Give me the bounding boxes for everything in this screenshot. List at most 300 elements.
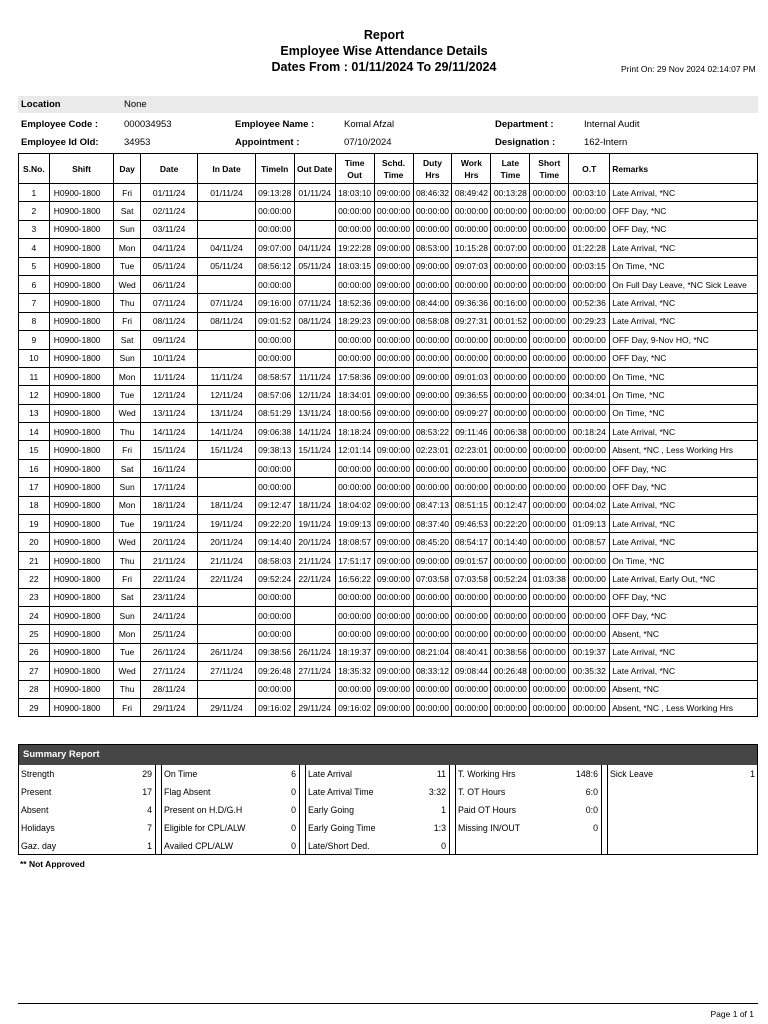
column-header: Short Time xyxy=(530,154,569,184)
summary-value: 0 xyxy=(291,823,296,833)
table-cell: 00:00:00 xyxy=(491,588,530,606)
table-cell: 19:09:13 xyxy=(335,515,374,533)
summary-label: Sick Leave xyxy=(610,769,654,779)
summary-value: 148:6 xyxy=(575,769,598,779)
location-value: None xyxy=(124,99,147,110)
table-cell: 07:03:58 xyxy=(413,570,452,588)
summary-item xyxy=(456,819,601,837)
table-cell: 08:44:00 xyxy=(413,294,452,312)
table-cell: 25/11/24 xyxy=(140,625,197,643)
table-cell: 26/11/24 xyxy=(140,643,197,661)
table-cell: H0900-1800 xyxy=(49,606,114,624)
table-cell: 05/11/24 xyxy=(294,257,335,275)
not-approved-note: ** Not Approved xyxy=(20,859,85,869)
table-cell: 08:49:42 xyxy=(452,184,491,202)
table-cell: 00:00:00 xyxy=(452,349,491,367)
table-cell: 00:00:00 xyxy=(255,478,294,496)
employee-code-value: 000034953 xyxy=(124,119,172,130)
column-header: In Date xyxy=(198,154,255,184)
table-cell: 07/11/24 xyxy=(198,294,255,312)
table-cell: Late Arrival, *NC xyxy=(610,533,758,551)
table-cell: 00:00:00 xyxy=(374,220,413,238)
designation-value: 162-Intern xyxy=(584,137,628,148)
table-cell: 07/11/24 xyxy=(294,294,335,312)
table-row xyxy=(19,239,758,257)
table-cell: 5 xyxy=(19,257,50,275)
table-cell xyxy=(294,625,335,643)
table-cell: 00:00:00 xyxy=(255,275,294,293)
table-cell: 18:29:23 xyxy=(335,312,374,330)
summary-value: 29 xyxy=(142,769,152,779)
table-cell: 16/11/24 xyxy=(140,459,197,477)
table-cell xyxy=(198,275,255,293)
summary-column xyxy=(305,765,450,855)
table-cell: 00:00:00 xyxy=(452,202,491,220)
table-cell: 00:00:00 xyxy=(335,588,374,606)
table-cell: H0900-1800 xyxy=(49,643,114,661)
table-row xyxy=(19,404,758,422)
summary-label: Flag Absent xyxy=(164,787,211,797)
report-dates: Dates From : 01/11/2024 To 29/11/2024 xyxy=(271,60,497,74)
table-cell: 00:00:00 xyxy=(530,478,569,496)
table-cell: Mon xyxy=(114,239,141,257)
table-cell: 08:51:29 xyxy=(255,404,294,422)
column-header: Schd. Time xyxy=(374,154,413,184)
table-cell: 29/11/24 xyxy=(198,698,255,716)
table-cell: 00:22:20 xyxy=(491,515,530,533)
table-cell: 00:00:00 xyxy=(569,606,610,624)
table-cell: Wed xyxy=(114,533,141,551)
summary-label: Eligible for CPL/ALW xyxy=(164,823,246,833)
table-cell: H0900-1800 xyxy=(49,386,114,404)
table-cell: 10 xyxy=(19,349,50,367)
table-cell: 00:00:00 xyxy=(335,220,374,238)
table-cell: 00:00:00 xyxy=(569,202,610,220)
table-cell: Absent, *NC , Less Working Hrs xyxy=(610,698,758,716)
table-cell xyxy=(294,588,335,606)
table-cell: 00:00:00 xyxy=(530,367,569,385)
table-cell: 00:00:00 xyxy=(255,459,294,477)
table-cell: 3 xyxy=(19,220,50,238)
table-cell: 00:00:00 xyxy=(530,698,569,716)
table-cell: 00:00:00 xyxy=(569,625,610,643)
table-cell: 00:04:02 xyxy=(569,496,610,514)
table-cell: 00:00:00 xyxy=(491,625,530,643)
summary-label: T. OT Hours xyxy=(458,787,506,797)
table-cell: 14/11/24 xyxy=(294,423,335,441)
table-cell: 00:00:00 xyxy=(374,349,413,367)
table-cell: 00:00:00 xyxy=(530,331,569,349)
summary-item xyxy=(162,837,299,855)
table-cell: 00:00:00 xyxy=(452,698,491,716)
summary-report xyxy=(18,744,758,855)
table-row xyxy=(19,459,758,477)
table-row xyxy=(19,312,758,330)
table-cell: 00:00:00 xyxy=(491,404,530,422)
table-cell: 09:22:20 xyxy=(255,515,294,533)
table-cell: 7 xyxy=(19,294,50,312)
table-cell: 13/11/24 xyxy=(198,404,255,422)
summary-value: 0 xyxy=(291,805,296,815)
table-cell: 07/11/24 xyxy=(140,294,197,312)
table-cell: 18:34:01 xyxy=(335,386,374,404)
table-cell: 09:26:48 xyxy=(255,662,294,680)
table-cell: 09:00:00 xyxy=(374,662,413,680)
table-cell: 04/11/24 xyxy=(140,239,197,257)
table-cell: 00:00:00 xyxy=(530,220,569,238)
table-cell xyxy=(198,202,255,220)
table-cell: 18/11/24 xyxy=(140,496,197,514)
table-cell: 20/11/24 xyxy=(198,533,255,551)
table-cell: 29/11/24 xyxy=(140,698,197,716)
table-cell: 00:00:00 xyxy=(491,220,530,238)
table-cell xyxy=(198,606,255,624)
summary-label: Holidays xyxy=(21,823,55,833)
table-cell: 00:00:00 xyxy=(569,349,610,367)
table-cell: On Time, *NC xyxy=(610,386,758,404)
summary-value: 0 xyxy=(291,841,296,851)
summary-label: Early Going Time xyxy=(308,823,376,833)
table-cell: H0900-1800 xyxy=(49,404,114,422)
table-cell xyxy=(294,331,335,349)
location-row xyxy=(18,96,758,113)
table-cell: 00:00:00 xyxy=(530,202,569,220)
table-cell: Sun xyxy=(114,220,141,238)
table-cell: 01:09:13 xyxy=(569,515,610,533)
table-row xyxy=(19,662,758,680)
table-cell: 11 xyxy=(19,367,50,385)
summary-item xyxy=(162,819,299,837)
summary-value: 4 xyxy=(147,805,152,815)
summary-item xyxy=(306,837,449,855)
summary-value: 7 xyxy=(147,823,152,833)
summary-value: 1:3 xyxy=(433,823,446,833)
table-cell: H0900-1800 xyxy=(49,588,114,606)
table-cell: 00:00:00 xyxy=(569,331,610,349)
summary-label: T. Working Hrs xyxy=(458,769,516,779)
table-cell: 00:00:00 xyxy=(491,698,530,716)
summary-item xyxy=(19,801,155,819)
summary-item xyxy=(19,819,155,837)
summary-value: 0 xyxy=(441,841,446,851)
table-cell: Sat xyxy=(114,588,141,606)
attendance-table xyxy=(18,153,758,717)
table-cell xyxy=(294,606,335,624)
table-cell: 00:00:00 xyxy=(491,478,530,496)
table-cell: Late Arrival, *NC xyxy=(610,184,758,202)
table-cell: 09:11:46 xyxy=(452,423,491,441)
table-cell: 00:00:00 xyxy=(413,625,452,643)
table-cell: 00:00:00 xyxy=(335,275,374,293)
table-cell: 25 xyxy=(19,625,50,643)
column-header: Duty Hrs xyxy=(413,154,452,184)
table-cell: 18/11/24 xyxy=(198,496,255,514)
table-cell: 00:00:00 xyxy=(530,625,569,643)
table-cell: 00:00:00 xyxy=(491,680,530,698)
summary-value: 0 xyxy=(291,787,296,797)
table-cell: 00:00:00 xyxy=(413,275,452,293)
table-cell xyxy=(198,588,255,606)
table-cell: 00:00:00 xyxy=(374,459,413,477)
table-cell: 27/11/24 xyxy=(294,662,335,680)
table-cell: 09:06:38 xyxy=(255,423,294,441)
table-cell: 08:53:22 xyxy=(413,423,452,441)
report-title: Report xyxy=(363,28,405,42)
table-cell: 09:00:00 xyxy=(413,386,452,404)
table-cell: Tue xyxy=(114,643,141,661)
table-cell: 01/11/24 xyxy=(198,184,255,202)
table-row xyxy=(19,588,758,606)
table-cell: 18:08:57 xyxy=(335,533,374,551)
table-cell: 00:00:00 xyxy=(569,478,610,496)
table-cell: 12/11/24 xyxy=(140,386,197,404)
table-cell: 18:35:32 xyxy=(335,662,374,680)
table-cell: Sun xyxy=(114,606,141,624)
table-cell: 05/11/24 xyxy=(198,257,255,275)
summary-value: 1 xyxy=(147,841,152,851)
table-cell: 18:52:36 xyxy=(335,294,374,312)
table-cell: 22/11/24 xyxy=(198,570,255,588)
table-cell: 00:00:00 xyxy=(452,680,491,698)
table-cell: 09:07:03 xyxy=(452,257,491,275)
table-cell: 09:16:02 xyxy=(255,698,294,716)
table-cell: H0900-1800 xyxy=(49,423,114,441)
table-cell: 17/11/24 xyxy=(140,478,197,496)
table-cell: H0900-1800 xyxy=(49,570,114,588)
table-cell: 14/11/24 xyxy=(140,423,197,441)
table-cell: 00:00:00 xyxy=(491,275,530,293)
table-cell xyxy=(294,202,335,220)
table-cell: 09:00:00 xyxy=(413,367,452,385)
table-row xyxy=(19,441,758,459)
table-cell: 18:18:24 xyxy=(335,423,374,441)
table-cell: 08:46:32 xyxy=(413,184,452,202)
table-cell: H0900-1800 xyxy=(49,551,114,569)
table-cell: 00:00:00 xyxy=(569,570,610,588)
table-cell xyxy=(198,478,255,496)
footer-divider xyxy=(18,1003,758,1004)
table-cell: 00:00:00 xyxy=(530,533,569,551)
table-cell: 9 xyxy=(19,331,50,349)
table-cell: 18:03:15 xyxy=(335,257,374,275)
table-cell: 09:52:24 xyxy=(255,570,294,588)
table-cell: 00:00:00 xyxy=(569,588,610,606)
table-cell: 00:00:00 xyxy=(374,478,413,496)
appointment-value: 07/10/2024 xyxy=(344,137,392,148)
table-cell: 08/11/24 xyxy=(294,312,335,330)
table-cell: 09:38:13 xyxy=(255,441,294,459)
table-cell: 00:00:00 xyxy=(335,202,374,220)
table-cell: 00:00:00 xyxy=(530,551,569,569)
table-cell: 15/11/24 xyxy=(140,441,197,459)
table-cell: 09:36:36 xyxy=(452,294,491,312)
table-cell: 08:37:40 xyxy=(413,515,452,533)
table-cell: 09:07:00 xyxy=(255,239,294,257)
page-number: Page 1 of 1 xyxy=(710,1009,754,1019)
table-cell: Mon xyxy=(114,496,141,514)
table-cell: 00:00:00 xyxy=(452,625,491,643)
table-cell: 01/11/24 xyxy=(140,184,197,202)
table-cell: Mon xyxy=(114,625,141,643)
table-cell: 00:00:00 xyxy=(530,423,569,441)
column-header: S.No. xyxy=(19,154,50,184)
table-cell: 09:00:00 xyxy=(374,496,413,514)
summary-item xyxy=(19,783,155,801)
table-cell: H0900-1800 xyxy=(49,662,114,680)
table-cell: 00:29:23 xyxy=(569,312,610,330)
table-cell: 00:34:01 xyxy=(569,386,610,404)
table-cell: 08:58:57 xyxy=(255,367,294,385)
table-cell: 00:26:48 xyxy=(491,662,530,680)
table-cell: 00:00:00 xyxy=(413,680,452,698)
table-cell: 08:40:41 xyxy=(452,643,491,661)
summary-item xyxy=(456,801,601,819)
table-cell: H0900-1800 xyxy=(49,459,114,477)
table-cell: Mon xyxy=(114,367,141,385)
summary-label: On Time xyxy=(164,769,198,779)
table-cell: 09:16:00 xyxy=(255,294,294,312)
table-cell: 00:13:28 xyxy=(491,184,530,202)
table-cell: 02:23:01 xyxy=(413,441,452,459)
table-cell: 00:00:00 xyxy=(255,680,294,698)
table-cell: 09:00:00 xyxy=(374,533,413,551)
table-cell: On Time, *NC xyxy=(610,404,758,422)
table-cell: 19/11/24 xyxy=(140,515,197,533)
table-cell: OFF Day, *NC xyxy=(610,349,758,367)
column-header: Date xyxy=(140,154,197,184)
table-cell: Late Arrival, *NC xyxy=(610,294,758,312)
table-cell: 00:00:00 xyxy=(530,441,569,459)
table-cell: Wed xyxy=(114,662,141,680)
table-cell: 09:01:57 xyxy=(452,551,491,569)
table-cell: 08:21:04 xyxy=(413,643,452,661)
table-cell: Thu xyxy=(114,423,141,441)
employee-id-old-label: Employee Id Old: xyxy=(21,137,99,148)
table-cell: 08/11/24 xyxy=(198,312,255,330)
table-cell: H0900-1800 xyxy=(49,239,114,257)
table-cell: H0900-1800 xyxy=(49,294,114,312)
table-cell: 00:08:57 xyxy=(569,533,610,551)
table-cell: OFF Day, *NC xyxy=(610,588,758,606)
table-row xyxy=(19,367,758,385)
table-cell: 09:08:44 xyxy=(452,662,491,680)
table-cell: 00:00:00 xyxy=(491,386,530,404)
table-cell: 00:00:00 xyxy=(335,349,374,367)
table-cell: 14/11/24 xyxy=(198,423,255,441)
department-value: Internal Audit xyxy=(584,119,640,130)
table-cell: 21/11/24 xyxy=(140,551,197,569)
table-cell: OFF Day, *NC xyxy=(610,478,758,496)
table-cell: 18:19:37 xyxy=(335,643,374,661)
table-cell: Sat xyxy=(114,202,141,220)
table-cell: 00:00:00 xyxy=(452,275,491,293)
table-cell: 00:00:00 xyxy=(452,478,491,496)
table-cell: 00:00:00 xyxy=(569,367,610,385)
table-cell: 09:00:00 xyxy=(374,386,413,404)
table-cell: 00:00:00 xyxy=(413,349,452,367)
column-header: Shift xyxy=(49,154,114,184)
column-header: Late Time xyxy=(491,154,530,184)
table-cell xyxy=(294,275,335,293)
table-cell: 00:00:00 xyxy=(374,606,413,624)
table-cell: 00:00:00 xyxy=(569,698,610,716)
table-cell: 13/11/24 xyxy=(140,404,197,422)
table-cell: 00:00:00 xyxy=(569,551,610,569)
table-cell: 18/11/24 xyxy=(294,496,335,514)
table-cell: 00:00:00 xyxy=(530,239,569,257)
table-cell: 09:00:00 xyxy=(374,275,413,293)
table-cell: 00:00:00 xyxy=(491,551,530,569)
table-cell: 00:00:00 xyxy=(530,404,569,422)
table-cell: 21 xyxy=(19,551,50,569)
table-cell: Fri xyxy=(114,184,141,202)
employee-name-label: Employee Name : xyxy=(235,119,315,130)
table-cell: 15/11/24 xyxy=(198,441,255,459)
table-cell: 21/11/24 xyxy=(294,551,335,569)
table-cell: 00:00:00 xyxy=(335,478,374,496)
table-row xyxy=(19,533,758,551)
table-cell xyxy=(198,680,255,698)
table-cell: 00:00:00 xyxy=(530,643,569,661)
table-cell: 08:57:06 xyxy=(255,386,294,404)
table-cell: 13/11/24 xyxy=(294,404,335,422)
table-cell: H0900-1800 xyxy=(49,349,114,367)
table-cell: Absent, *NC , Less Working Hrs xyxy=(610,441,758,459)
table-cell: 00:00:00 xyxy=(530,662,569,680)
table-cell: 00:00:00 xyxy=(335,680,374,698)
table-cell xyxy=(198,331,255,349)
table-cell xyxy=(294,220,335,238)
table-cell: 09:01:03 xyxy=(452,367,491,385)
table-cell: 09:14:40 xyxy=(255,533,294,551)
table-cell: 00:00:00 xyxy=(374,202,413,220)
table-cell: 00:03:10 xyxy=(569,184,610,202)
table-cell: H0900-1800 xyxy=(49,220,114,238)
table-cell: 12/11/24 xyxy=(198,386,255,404)
table-cell: 18 xyxy=(19,496,50,514)
table-cell: 00:00:00 xyxy=(530,294,569,312)
table-cell: 00:16:00 xyxy=(491,294,530,312)
table-cell: 8 xyxy=(19,312,50,330)
table-header-row xyxy=(19,154,758,184)
table-cell: H0900-1800 xyxy=(49,496,114,514)
table-cell: 09:00:00 xyxy=(374,367,413,385)
summary-value: 6 xyxy=(291,769,296,779)
table-row xyxy=(19,698,758,716)
table-cell: 09:00:00 xyxy=(374,551,413,569)
table-row xyxy=(19,680,758,698)
summary-value: 11 xyxy=(436,769,446,779)
print-timestamp: Print On: 29 Nov 2024 02:14:07 PM xyxy=(621,64,756,74)
table-cell: 09:00:00 xyxy=(413,551,452,569)
table-cell: 16 xyxy=(19,459,50,477)
table-cell: H0900-1800 xyxy=(49,331,114,349)
table-cell xyxy=(198,459,255,477)
employee-id-old-value: 34953 xyxy=(124,137,151,148)
table-cell: 09:00:00 xyxy=(374,294,413,312)
table-cell xyxy=(294,478,335,496)
summary-label: Absent xyxy=(21,805,49,815)
table-cell: 00:00:00 xyxy=(491,257,530,275)
summary-label: Late/Short Ded. xyxy=(308,841,370,851)
table-cell: 1 xyxy=(19,184,50,202)
table-cell: Late Arrival, *NC xyxy=(610,312,758,330)
table-cell: Tue xyxy=(114,386,141,404)
table-cell xyxy=(294,459,335,477)
table-cell: 00:00:00 xyxy=(335,459,374,477)
table-cell: 08:53:00 xyxy=(413,239,452,257)
table-cell: 17:51:17 xyxy=(335,551,374,569)
